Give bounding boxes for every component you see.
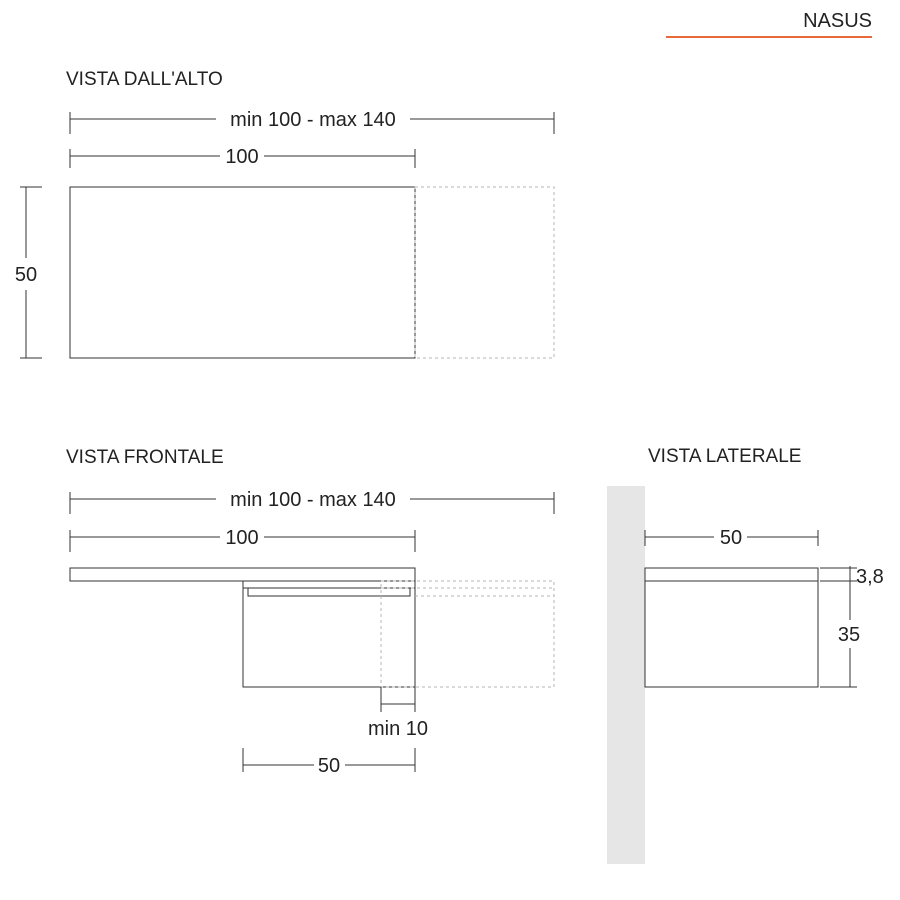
front-view-min-offset-label: min 10 bbox=[367, 718, 429, 740]
front-view-title: VISTA FRONTALE bbox=[66, 447, 224, 468]
front-view-drawer-body bbox=[243, 581, 415, 687]
front-view-min-offset-dimension bbox=[368, 687, 428, 740]
front-view-range-label: min 100 - max 140 bbox=[230, 489, 396, 511]
front-view-drawer-width-label: 50 bbox=[317, 755, 341, 777]
front-view-extension-outline bbox=[381, 581, 554, 687]
top-view-range-dimension bbox=[70, 109, 554, 134]
top-view-width-label: 100 bbox=[225, 146, 259, 168]
side-view-depth-label: 50 bbox=[719, 527, 743, 549]
front-view-width-dimension bbox=[70, 527, 415, 552]
side-view-thickness-label: 3,8 bbox=[856, 566, 884, 588]
side-view-top-panel bbox=[645, 568, 818, 581]
side-view-body bbox=[645, 581, 818, 687]
brand-name: NASUS bbox=[803, 10, 872, 32]
side-view-wall bbox=[607, 486, 645, 864]
top-view-shelf-outline bbox=[70, 187, 415, 358]
side-view-depth-dimension bbox=[645, 527, 818, 549]
front-view-drawer-width-dimension bbox=[243, 748, 415, 777]
front-view-drawer-front-trim bbox=[248, 588, 410, 596]
front-view-width-label: 100 bbox=[225, 527, 259, 549]
top-view-range-label: min 100 - max 140 bbox=[230, 109, 396, 131]
top-view-title: VISTA DALL'ALTO bbox=[66, 69, 223, 90]
side-view-thickness-dimension bbox=[820, 566, 884, 588]
front-view-range-dimension bbox=[70, 489, 554, 514]
top-view-width-dimension bbox=[70, 146, 415, 168]
top-view-depth-label: 50 bbox=[14, 264, 38, 286]
front-view-top-panel bbox=[70, 568, 415, 581]
side-view-height-label: 35 bbox=[837, 624, 861, 646]
side-view-height-dimension bbox=[820, 581, 860, 687]
top-view-extension-outline bbox=[415, 187, 554, 358]
top-view-depth-dimension bbox=[15, 187, 42, 358]
side-view-title: VISTA LATERALE bbox=[648, 446, 802, 467]
